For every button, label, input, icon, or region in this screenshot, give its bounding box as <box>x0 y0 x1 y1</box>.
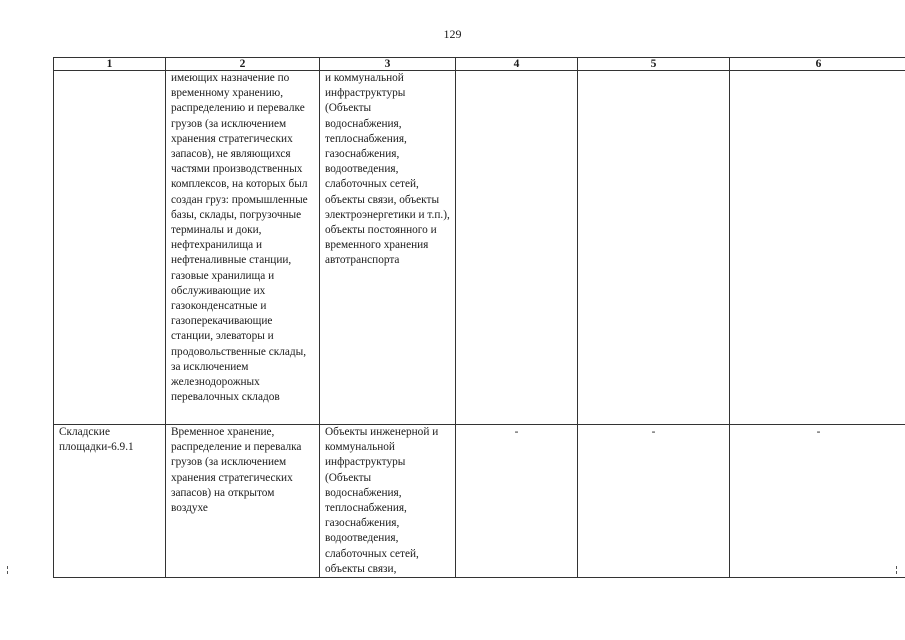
column-header-1: 1 <box>54 58 166 71</box>
table-row <box>54 71 905 425</box>
column-header-4: 4 <box>456 58 578 71</box>
page-number: 129 <box>443 27 462 41</box>
column-header-5: 5 <box>578 58 730 71</box>
scan-edge-mark-right <box>896 566 900 574</box>
column-header-3: 3 <box>320 58 456 71</box>
table-row <box>54 425 905 578</box>
table-header-row <box>54 58 905 71</box>
column-6-cell: - <box>730 425 905 578</box>
column-5-cell <box>578 71 730 425</box>
use-name-cell: Складские площадки-6.9.1 <box>54 425 166 578</box>
auxiliary-uses-cell: и коммунальной инфраструктуры (Объекты водоснабжения, теплоснабжения, газоснабжения, водоотведения, слаботочных сетей, объекты связи, объекты электроэнергетики и т.п.), объекты постоянного и временного хранения автотранспорта <box>320 71 456 425</box>
column-4-cell <box>456 71 578 425</box>
use-description-cell: Временное хранение, распределение и перевалка грузов (за исключением хранения стратегических запасов) на открытом воздухе <box>166 425 320 578</box>
auxiliary-uses-cell: Объекты инженерной и коммунальной инфраструктуры (Объекты водоснабжения, теплоснабжения, газоснабжения, водоотведения, слаботочных сетей, объекты связи, <box>320 425 456 578</box>
use-name-cell <box>54 71 166 425</box>
scan-edge-mark-left <box>7 566 11 574</box>
land-use-table <box>53 57 905 578</box>
column-header-2: 2 <box>166 58 320 71</box>
column-header-6: 6 <box>730 58 905 71</box>
use-description-cell: имеющих назначение по временному хранению, распределению и перевалке грузов (за исключением хранения стратегических запасов), не являющихся частями производственных комплексов, на которых был создан груз: промышленные базы, склады, погрузочные терминалы и доки, нефтехранилища и нефтеналивные станции, газовые хранилища и обслуживающие их газоконденсатные и газоперекачивающие станции, элеваторы и продовольственные склады, за исключением железнодорожных перевалочных складов <box>166 71 320 425</box>
column-6-cell <box>730 71 905 425</box>
column-5-cell: - <box>578 425 730 578</box>
column-4-cell: - <box>456 425 578 578</box>
